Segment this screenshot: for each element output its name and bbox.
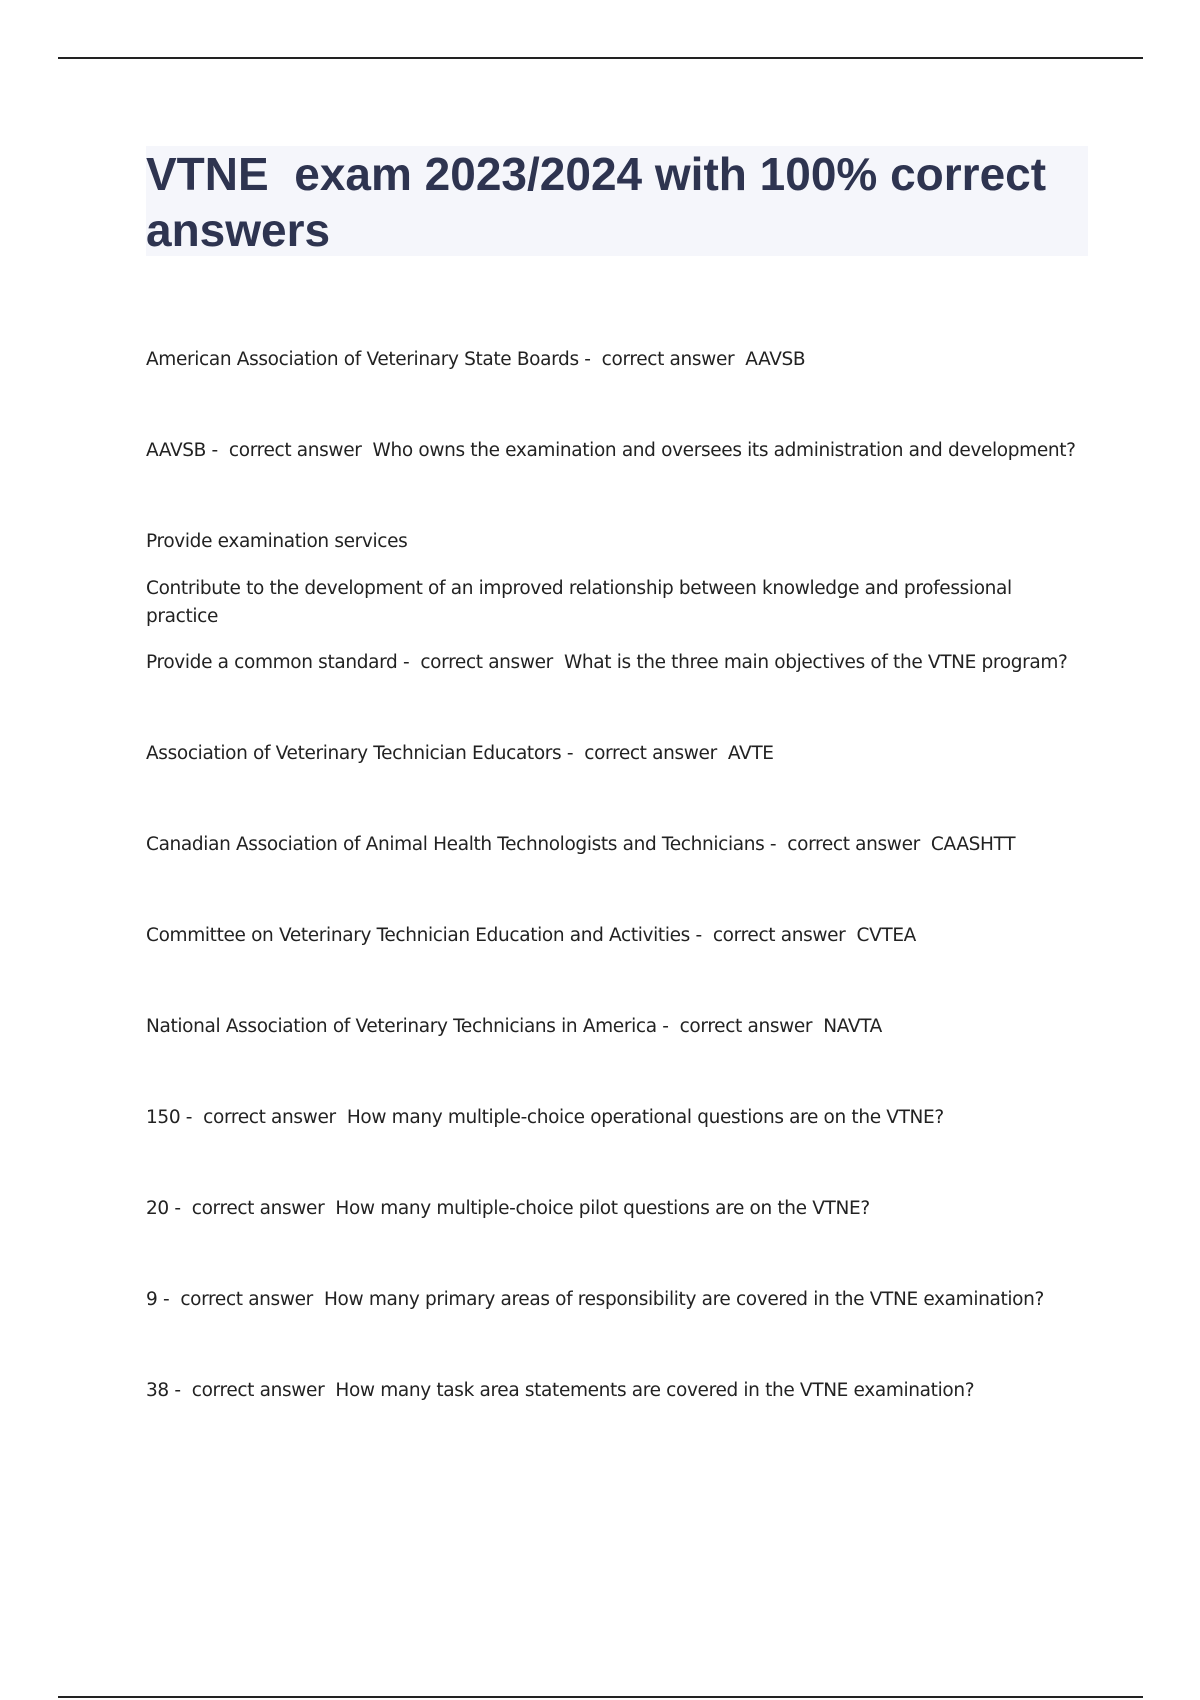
qa-entry: 38 - correct answer How many task area statements are covered in the VTNE examination? — [146, 1380, 975, 1401]
qa-entry: 9 - correct answer How many primary areas of responsibility are covered in the VTNE examination? — [146, 1289, 1044, 1310]
qa-entry: Canadian Association of Animal Health Technologists and Technicians - correct answer CAASHTT — [146, 834, 1016, 855]
qa-entry: 150 - correct answer How many multiple-choice operational questions are on the VTNE? — [146, 1107, 944, 1128]
title-banner — [146, 146, 1088, 256]
qa-entry: National Association of Veterinary Technicians in America - correct answer NAVTA — [146, 1016, 882, 1037]
qa-entry: Provide examination services — [146, 531, 408, 552]
qa-entry: Committee on Veterinary Technician Education and Activities - correct answer CVTEA — [146, 925, 916, 946]
qa-entry: AAVSB - correct answer Who owns the examination and oversees its administration and development? — [146, 440, 1076, 461]
qa-entry: Association of Veterinary Technician Educators - correct answer AVTE — [146, 743, 774, 764]
qa-entry: American Association of Veterinary State Boards - correct answer AAVSB — [146, 349, 806, 370]
qa-entry: Contribute to the development of an improved relationship between knowledge and professional practice — [146, 578, 1018, 627]
qa-entry: 20 - correct answer How many multiple-choice pilot questions are on the VTNE? — [146, 1198, 870, 1219]
qa-entry: Provide a common standard - correct answer What is the three main objectives of the VTNE program? — [146, 652, 1068, 673]
document-title: VTNE exam 2023/2024 with 100% correct answers — [146, 148, 1059, 256]
bottom-rule — [58, 1696, 1143, 1698]
top-rule — [58, 57, 1143, 59]
